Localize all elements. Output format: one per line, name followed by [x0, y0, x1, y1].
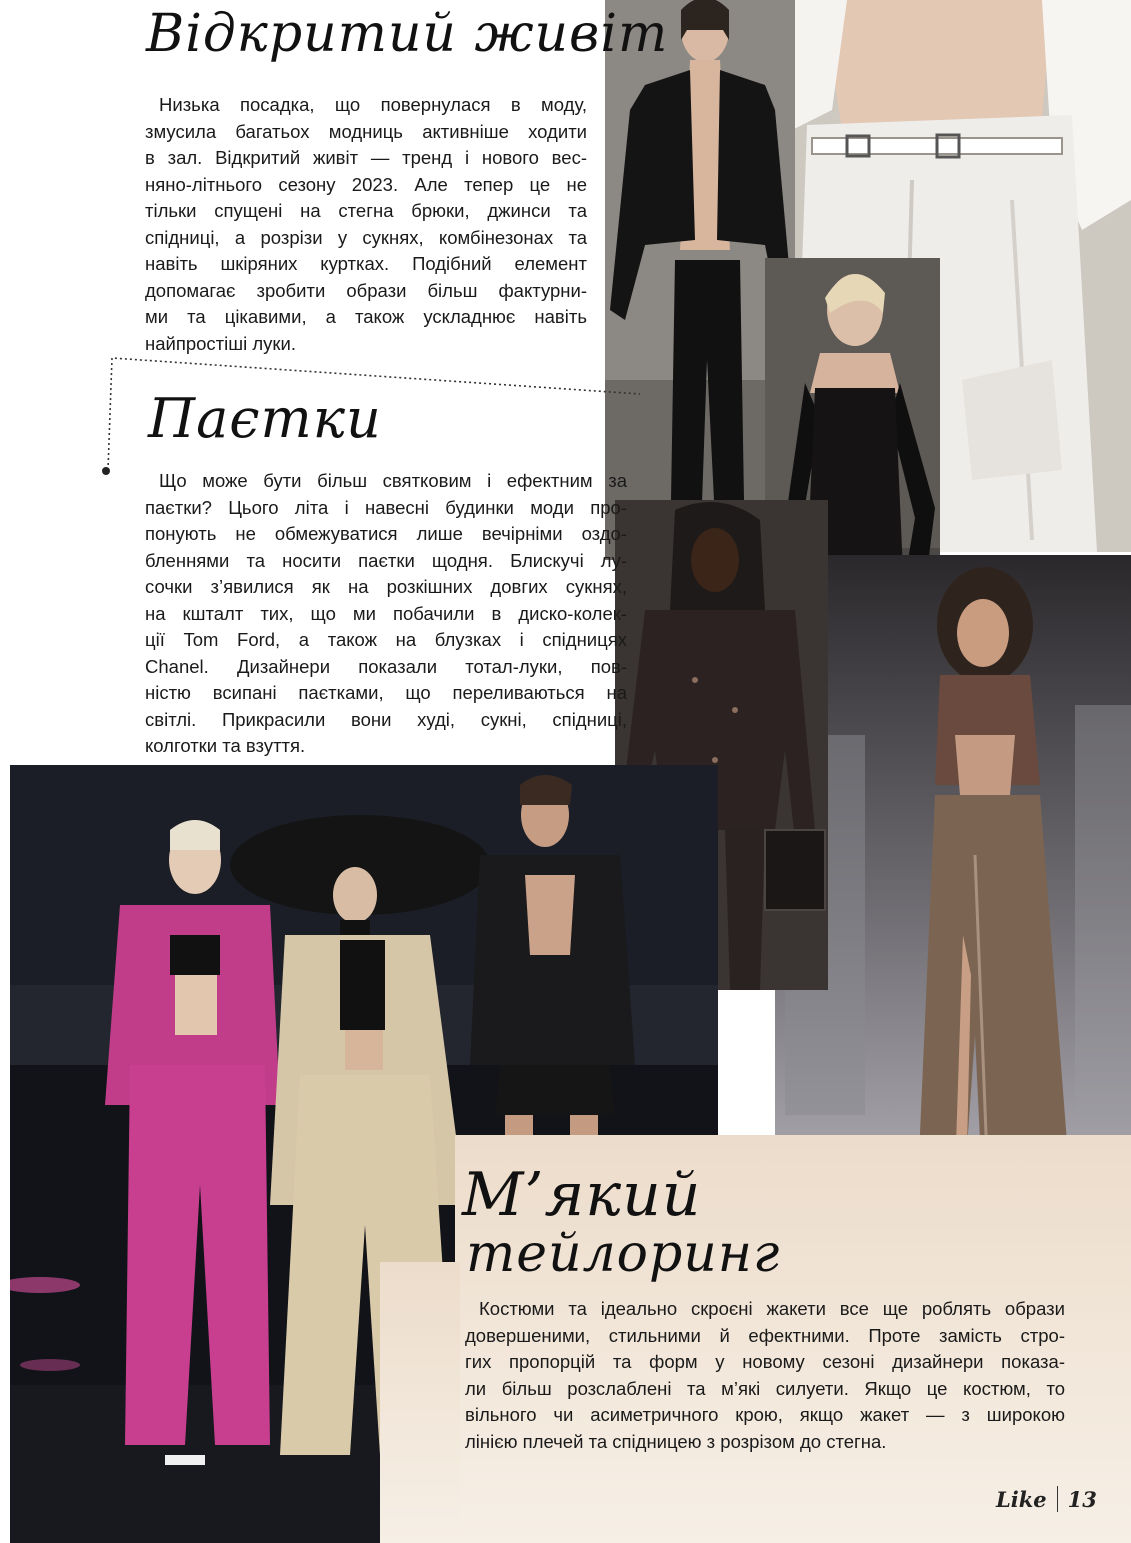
text-line: ністю всипані паєтками, що переливаються на [145, 682, 627, 703]
text-line: гих пропорцій та форм у новому сезоні дизайнери показа- [465, 1351, 1065, 1372]
page-number: 13 [1067, 1486, 1097, 1512]
title-sequins: Паєтки [148, 387, 382, 450]
tailoring-panel-left [380, 1262, 460, 1543]
page-footer [996, 1484, 1097, 1514]
text-line: навіть шкіряних куртках. Подібний елемент [145, 253, 587, 274]
text-line: няно-літнього сезону 2023. Але тепер це не [145, 173, 587, 195]
text-line: Низька посадка, що повернулася в моду, [159, 94, 587, 115]
text-line: в зал. Відкритий живіт — тренд і нового вес- [145, 147, 587, 168]
text-line: тільки спущені на стегна брюки, джинси та [145, 200, 587, 221]
text-sequins [145, 468, 627, 760]
footer-divider [1057, 1486, 1058, 1512]
title-soft-tailoring-2: тейлоринг [466, 1224, 781, 1284]
text-line: Chanel. Дизайнери показали тотал-луки, пов- [145, 655, 627, 677]
text-line: ли більш розслаблені та м’які силуети. Якщо це костюм, то [465, 1377, 1065, 1399]
text-line: лінією плечей та спідницею з розрізом до стегна. [465, 1430, 887, 1452]
text-line: сочки з’явилися як на розкішних довгих сукнях, [145, 576, 627, 597]
text-line: ції Tom Ford, а також на блузках і спідницях [145, 629, 627, 650]
text-line: довершеними, стильними й ефектними. Проте замість стро- [465, 1324, 1065, 1346]
text-open-belly [145, 92, 587, 357]
text-line: допомагає зробити образи більш фактурни- [145, 279, 587, 301]
text-line: на кшталт тих, що ми побачили в диско-колек- [145, 602, 627, 624]
text-line: вільного чи асиметричного крою, якщо жакет — з широкою [465, 1404, 1065, 1425]
text-line: Що може бути більш святковим і ефектним за [159, 470, 627, 491]
text-line: понують не обмежуватися лише вечірніми оздо- [145, 523, 627, 544]
text-line: колготки та взуття. [145, 735, 306, 756]
title-soft-tailoring-1: М’який [462, 1160, 702, 1230]
text-line: світлі. Прикрасили вони худі, сукні, спідниці, [145, 708, 627, 730]
text-soft-tailoring [465, 1296, 1065, 1455]
brand-name: Like [996, 1486, 1047, 1512]
text-line: найпростіші луки. [145, 332, 296, 354]
text-line: змусила багатьох модниць активніше ходити [145, 120, 587, 142]
text-line: Костюми та ідеально скроєні жакети все ще роблять образи [479, 1298, 1065, 1319]
text-line: спідниці, а розрізи у сукнях, комбінезонах та [145, 226, 587, 248]
text-line: паєтки? Цього літа і навесні будинки моди про- [145, 496, 627, 518]
text-line: бленнями та носити паєтки щодня. Блискучі лу- [145, 549, 627, 571]
title-open-belly: Відкритий живіт [146, 4, 669, 64]
text-line: ми та цікавими, а також ускладнює навіть [145, 306, 587, 327]
